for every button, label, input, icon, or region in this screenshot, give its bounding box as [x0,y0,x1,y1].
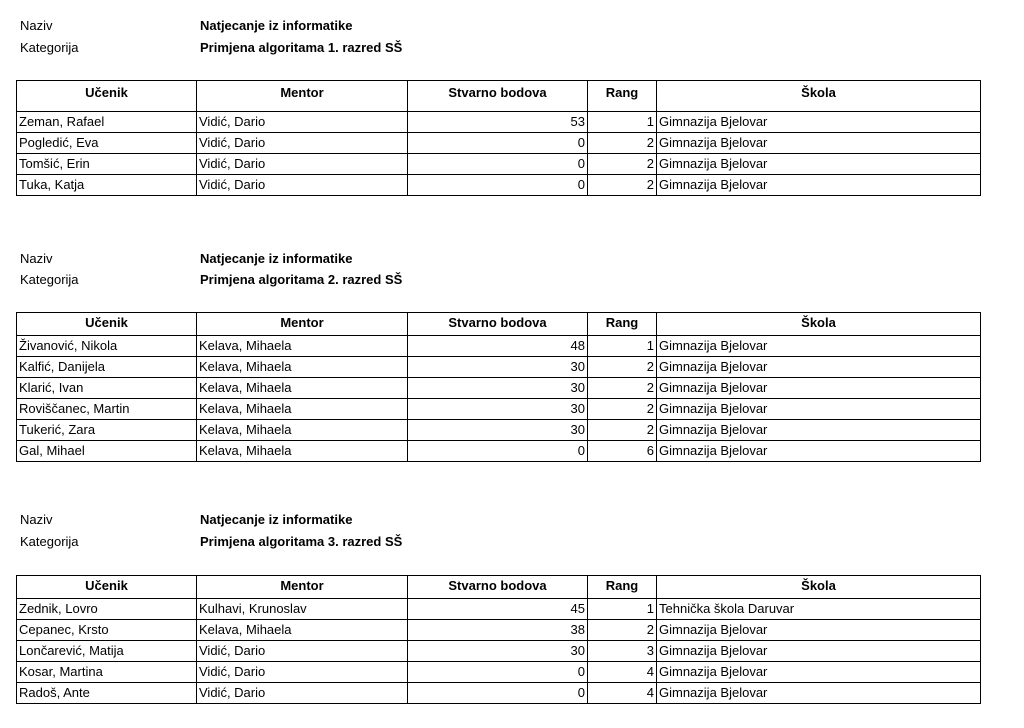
rank-cell: 2 [588,175,657,196]
name-row [0,248,1024,270]
points-cell: 48 [408,336,588,357]
mentor-cell: Kelava, Mihaela [197,620,408,641]
results-table [16,575,981,704]
category-label: Kategorija [20,272,79,287]
name-row [0,15,1024,37]
mentor-cell: Vidić, Dario [197,112,408,133]
column-header-student: Učenik [17,576,197,599]
column-header-school: Škola [657,576,981,599]
student-cell: Tomšić, Erin [17,154,197,175]
points-cell: 30 [408,420,588,441]
student-cell: Tuka, Katja [17,175,197,196]
mentor-cell: Kelava, Mihaela [197,357,408,378]
school-cell: Gimnazija Bjelovar [657,441,981,462]
student-cell: Tukerić, Zara [17,420,197,441]
rank-cell: 2 [588,378,657,399]
points-cell: 30 [408,399,588,420]
student-cell: Kalfić, Danijela [17,357,197,378]
table-header-row [17,576,981,599]
student-cell: Roviščanec, Martin [17,399,197,420]
table-row [17,683,981,704]
column-header-rank: Rang [588,576,657,599]
table-row [17,441,981,462]
column-header-mentor: Mentor [197,313,408,336]
school-cell: Tehnička škola Daruvar [657,599,981,620]
column-header-school: Škola [657,313,981,336]
points-cell: 30 [408,378,588,399]
school-cell: Gimnazija Bjelovar [657,620,981,641]
school-cell: Gimnazija Bjelovar [657,154,981,175]
mentor-cell: Vidić, Dario [197,662,408,683]
rank-cell: 2 [588,154,657,175]
table-row [17,112,981,133]
rank-cell: 2 [588,620,657,641]
points-cell: 0 [408,175,588,196]
school-cell: Gimnazija Bjelovar [657,357,981,378]
table-row [17,336,981,357]
table-row [17,641,981,662]
table-header-row [17,81,981,112]
category-row [0,37,1024,59]
category-label: Kategorija [20,40,79,55]
column-header-rank: Rang [588,81,657,112]
student-cell: Zeman, Rafael [17,112,197,133]
rank-cell: 1 [588,336,657,357]
school-cell: Gimnazija Bjelovar [657,336,981,357]
rank-cell: 6 [588,441,657,462]
mentor-cell: Kelava, Mihaela [197,441,408,462]
table-row [17,357,981,378]
rank-cell: 2 [588,357,657,378]
student-cell: Radoš, Ante [17,683,197,704]
category-label: Kategorija [20,534,79,549]
rank-cell: 3 [588,641,657,662]
school-cell: Gimnazija Bjelovar [657,641,981,662]
name-label: Naziv [20,251,53,266]
mentor-cell: Kelava, Mihaela [197,336,408,357]
student-cell: Lončarević, Matija [17,641,197,662]
points-cell: 45 [408,599,588,620]
school-cell: Gimnazija Bjelovar [657,683,981,704]
column-header-school: Škola [657,81,981,112]
category-row [0,531,1024,553]
school-cell: Gimnazija Bjelovar [657,399,981,420]
points-cell: 0 [408,154,588,175]
table-row [17,399,981,420]
student-cell: Zednik, Lovro [17,599,197,620]
column-header-rank: Rang [588,313,657,336]
column-header-student: Učenik [17,313,197,336]
column-header-points: Stvarno bodova [408,313,588,336]
points-cell: 53 [408,112,588,133]
table-row [17,175,981,196]
column-header-student: Učenik [17,81,197,112]
column-header-mentor: Mentor [197,576,408,599]
student-cell: Klarić, Ivan [17,378,197,399]
table-row [17,662,981,683]
rank-cell: 4 [588,662,657,683]
name-value: Natjecanje iz informatike [200,18,353,33]
mentor-cell: Vidić, Dario [197,133,408,154]
student-cell: Kosar, Martina [17,662,197,683]
mentor-cell: Kulhavi, Krunoslav [197,599,408,620]
mentor-cell: Vidić, Dario [197,154,408,175]
school-cell: Gimnazija Bjelovar [657,175,981,196]
points-cell: 30 [408,641,588,662]
name-row [0,509,1024,531]
results-table [16,312,981,462]
rank-cell: 1 [588,599,657,620]
name-value: Natjecanje iz informatike [200,512,353,527]
points-cell: 30 [408,357,588,378]
school-cell: Gimnazija Bjelovar [657,112,981,133]
school-cell: Gimnazija Bjelovar [657,662,981,683]
school-cell: Gimnazija Bjelovar [657,378,981,399]
points-cell: 0 [408,133,588,154]
student-cell: Cepanec, Krsto [17,620,197,641]
points-cell: 0 [408,662,588,683]
points-cell: 38 [408,620,588,641]
points-cell: 0 [408,683,588,704]
rank-cell: 1 [588,112,657,133]
table-row [17,154,981,175]
table-row [17,620,981,641]
column-header-mentor: Mentor [197,81,408,112]
category-value: Primjena algoritama 2. razred SŠ [200,272,403,287]
mentor-cell: Vidić, Dario [197,683,408,704]
mentor-cell: Kelava, Mihaela [197,399,408,420]
student-cell: Pogledić, Eva [17,133,197,154]
rank-cell: 4 [588,683,657,704]
name-label: Naziv [20,18,53,33]
student-cell: Gal, Mihael [17,441,197,462]
mentor-cell: Kelava, Mihaela [197,378,408,399]
mentor-cell: Vidić, Dario [197,175,408,196]
column-header-points: Stvarno bodova [408,81,588,112]
table-row [17,420,981,441]
results-table [16,80,981,196]
mentor-cell: Vidić, Dario [197,641,408,662]
table-header-row [17,313,981,336]
school-cell: Gimnazija Bjelovar [657,420,981,441]
rank-cell: 2 [588,420,657,441]
category-row [0,269,1024,291]
table-row [17,378,981,399]
table-row [17,133,981,154]
table-row [17,599,981,620]
mentor-cell: Kelava, Mihaela [197,420,408,441]
student-cell: Živanović, Nikola [17,336,197,357]
points-cell: 0 [408,441,588,462]
name-value: Natjecanje iz informatike [200,251,353,266]
column-header-points: Stvarno bodova [408,576,588,599]
school-cell: Gimnazija Bjelovar [657,133,981,154]
category-value: Primjena algoritama 1. razred SŠ [200,40,403,55]
rank-cell: 2 [588,399,657,420]
category-value: Primjena algoritama 3. razred SŠ [200,534,403,549]
name-label: Naziv [20,512,53,527]
rank-cell: 2 [588,133,657,154]
